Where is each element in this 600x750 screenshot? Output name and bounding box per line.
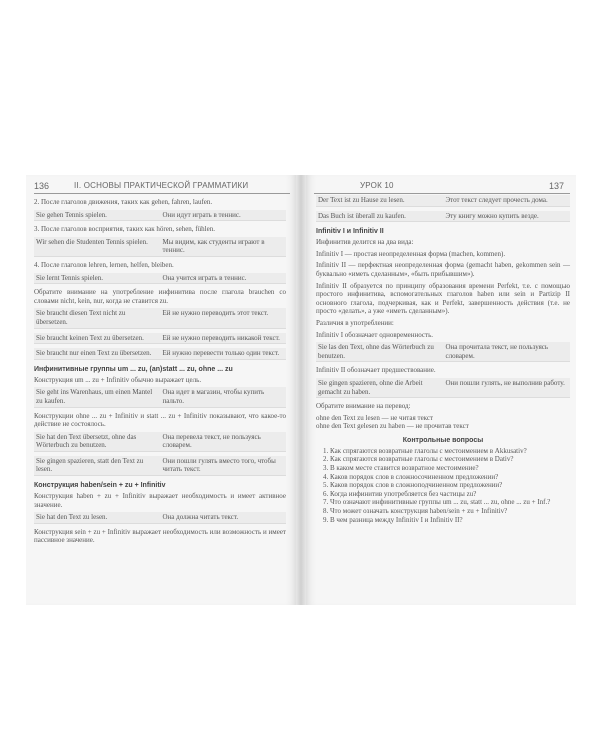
example-row: [316, 378, 570, 398]
example-russian: Они пошли гулять вместо того, чтобы читать текст.: [162, 456, 276, 474]
right-page-content: [316, 195, 570, 524]
example-german: Sie gingen spazieren, ohne die Arbeit gemacht zu haben.: [318, 378, 423, 396]
example-row: [34, 308, 286, 328]
example-german: Sie braucht nur einen Text zu übersetzen.: [36, 349, 152, 358]
paragraph: Конструкция haben + zu + Infinitiv выражает необходимость и имеет активное значение.: [34, 492, 286, 509]
example-german: Sie las den Text, ohne das Wörterbuch zu benutzen.: [318, 343, 434, 360]
example-german: Sie braucht diesen Text nicht zu übersetzen.: [36, 309, 126, 326]
page-number-right: 137: [548, 181, 564, 191]
example-german: Sie hat den Text übersetzt, ohne das Wörterbuch zu benutzen.: [36, 432, 137, 450]
example-german: Sie lernt Tennis spielen.: [36, 273, 104, 282]
page-number-left: 136: [34, 181, 50, 191]
example-row: [34, 273, 286, 285]
paragraph: 2. После глаголов движения, таких как gehen, fahren, laufen.: [34, 198, 213, 206]
question-item: 4. Каков порядок слов в сложносочиненном предложении?: [330, 473, 570, 482]
paragraph: Инфинитив делится на два вида:: [316, 238, 414, 247]
example-russian: Она должна читать текст.: [162, 513, 239, 522]
example-german: Wir sehen die Studenten Tennis spielen.: [36, 237, 148, 246]
example-russian: Она учится играть в теннис.: [162, 273, 247, 282]
question-item: 1. Как спрягаются возвратные глаголы с местоимением в Akkusativ?: [330, 447, 570, 456]
paragraph: Конструкции ohne ... zu + Infinitiv и statt ... zu + Infinitiv показывают, что какое-то действие не состоялось.: [34, 411, 286, 429]
translation-line: ohne den Text zu lesen — не читая текст: [316, 413, 434, 422]
example-russian: Ей не нужно переводить этот текст.: [162, 309, 269, 318]
paragraph: Infinitiv I — простая неопределенная форма (machen, kommen).: [316, 249, 506, 258]
example-row: [34, 512, 286, 524]
paragraph: Infinitiv II обозначает предшествование.: [316, 366, 436, 375]
example-german: Sie hat den Text zu lesen.: [36, 513, 108, 522]
book-gutter: [296, 175, 306, 605]
example-russian: Ей не нужно переводить никакой текст.: [162, 333, 280, 342]
example-russian: Они пошли гулять, не выполнив работу.: [445, 378, 565, 387]
paragraph: Конструкция sein + zu + Infinitiv выражает необходимость или возможность и имеет пассивное значение.: [34, 527, 286, 545]
control-questions-list: [316, 447, 570, 524]
example-russian: Мы видим, как студенты играют в теннис.: [162, 237, 265, 255]
example-german: Sie gingen spazieren, statt den Text zu lesen.: [36, 456, 144, 474]
example-german: Sie gehen Tennis spielen.: [36, 210, 107, 219]
paragraph: 3. После глаголов восприятия, таких как hören, sehen, fühlen.: [34, 225, 215, 234]
left-page-content: [34, 198, 286, 548]
example-german: Sie geht ins Warenhaus, um einen Mantel zu kaufen.: [36, 388, 153, 405]
control-questions-heading: Контрольные вопросы: [402, 436, 484, 444]
question-item: 9. В чем разница между Infinitiv I и Infinitiv II?: [330, 516, 570, 525]
example-russian: Она перевела текст, не пользуясь словарем.: [162, 432, 261, 450]
question-item: 3. В каком месте ставится возвратное местоимение?: [330, 464, 570, 473]
example-row: [316, 195, 570, 207]
example-german: Der Text ist zu Hause zu lesen.: [318, 196, 405, 204]
example-row: [316, 211, 570, 223]
example-row: [34, 348, 286, 360]
example-row: [34, 456, 286, 476]
question-item: 7. Что означают инфинитивные группы um ... zu, statt ... zu, ohne ... zu + Inf.?: [330, 498, 570, 507]
paragraph: Конструкция um ... zu + Infinitiv обычно выражает цель.: [34, 375, 202, 384]
example-row: [316, 342, 570, 362]
section-heading: Инфинитивные группы um ... zu, (an)statt ... zu, ohne ... zu: [34, 365, 233, 373]
question-item: 6. Когда инфинитив употребляется без частицы zu?: [330, 490, 570, 499]
example-row: [34, 432, 286, 452]
paragraph: 4. После глаголов lehren, lernen, helfen, bleiben.: [34, 260, 174, 269]
example-german: Das Buch ist überall zu kaufen.: [318, 211, 406, 220]
paragraph: Infinitiv II — перфектная неопределенная форма (gemacht haben, gekommen sein — буквально «иметь сделанным», «быть прибывшим»).: [316, 261, 570, 278]
running-title-right: УРОК 10: [360, 181, 394, 190]
example-row: [34, 333, 286, 345]
example-row: [34, 387, 286, 407]
question-item: 2. Как спрягаются возвратные глаголы с местоимением в Dativ?: [330, 455, 570, 464]
example-russian: Ей нужно перевести только один текст.: [162, 349, 280, 358]
example-russian: Она идет в магазин, чтобы купить пальто.: [162, 388, 265, 405]
section-heading: Конструкция haben/sein + zu + Infinitiv: [34, 482, 166, 490]
example-row: [34, 210, 286, 222]
example-russian: Эту книгу можно купить везде.: [445, 211, 539, 220]
question-item: 8. Что может означать конструкция haben/sein + zu + Infinitiv?: [330, 507, 570, 516]
example-german: Sie braucht keinen Text zu übersetzen.: [36, 333, 144, 342]
paragraph: Различия в употреблении:: [316, 318, 394, 327]
example-row: [34, 237, 286, 257]
running-title-left: II. ОСНОВЫ ПРАКТИЧЕСКОЙ ГРАММАТИКИ: [74, 181, 249, 190]
question-item: 5. Каков порядок слов в сложноподчиненном предложении?: [330, 481, 570, 490]
left-page: [26, 175, 296, 605]
running-head-left: [34, 179, 290, 194]
example-russian: Они идут играть в теннис.: [162, 210, 241, 219]
running-head-right: [314, 179, 570, 194]
paragraph: Infinitiv II образуется по принципу образования времени Perfekt, т.е. с помощью простого инфинитива, вспомогательных глаголов haben или sein и Partizip II основного глагола, подчеркивая, как и Perfekt, завершенность действия (т.е. не просто «делать», а уже «иметь сделанным»).: [316, 281, 570, 316]
example-russian: Она прочитала текст, не пользуясь словарем.: [445, 343, 549, 360]
paragraph: Обратите внимание на перевод:: [316, 402, 411, 411]
paragraph: Infinitiv I обозначает одновременность.: [316, 330, 434, 339]
paragraph: Обратите внимание на употребление инфинитива после глагола brauchen со словами nicht, kein, nur, когда не ставится zu.: [34, 288, 286, 305]
example-russian: Этот текст следует прочесть дома.: [445, 196, 548, 204]
section-heading: Infinitiv I и Infinitiv II: [316, 228, 384, 236]
right-page: [306, 175, 576, 605]
translation-line: ohne den Text gelesen zu haben — не прочитав текст: [316, 422, 469, 431]
